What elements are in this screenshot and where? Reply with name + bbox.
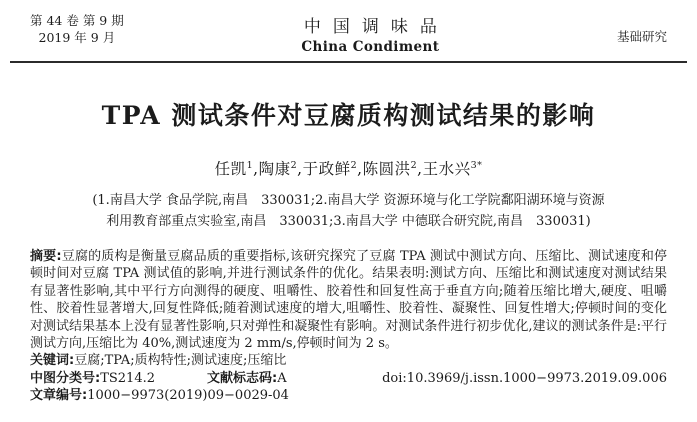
abstract-label: 摘要:: [30, 249, 62, 264]
header-rule: [10, 61, 687, 63]
clc-value: TS214.2: [100, 370, 155, 386]
article-id-line: [30, 387, 667, 404]
journal-header: [30, 12, 667, 55]
author-superscript: 2: [290, 159, 298, 171]
doi: doi:10.3969/j.issn.1000−9973.2019.09.006: [382, 370, 667, 386]
issue-volume: 第 44 卷 第 9 期: [30, 13, 124, 28]
author: 陈圆洪$^2$: [362, 159, 418, 178]
journal-name-en: China Condiment: [301, 39, 440, 55]
author-superscript: 3*: [470, 159, 483, 171]
journal-name-cn: 中国调味品: [303, 17, 449, 37]
author: 王水兴$^{3*}$: [422, 159, 483, 178]
keywords-label: 关键词:: [30, 353, 75, 369]
issue-info: [30, 12, 124, 46]
author: 于政鲜$^2$: [302, 159, 358, 178]
issue-date: 2019 年 9 月: [38, 30, 116, 45]
abstract-text: 豆腐的质构是衡量豆腐品质的重要指标,该研究探究了豆腐 TPA 测试中测试方向、压缩比、测试速度和停顿时间对豆腐 TPA 测试值的影响,并进行测试条件的优化。结果表明:测试方向、压缩比和测试速度对测试结果有显著性影响,其中平行方向测得的硬度、咀嚼性、胶着性和回复性高于垂直方向;随着压缩比增大,硬度、咀嚼性、胶着性显著增大,回复性降低;随着测试速度的增大,咀嚼性、胶着性、凝聚性、回复性增大;停顿时间的变化对测试结果基本上没有显著性影响,只对弹性和凝聚性有影响。对测试条件进行初步优化,建议的测试条件是:平行测试方向,压缩比为 40%,测试速度为 2 mm/s,停顿时间为 2 s。: [30, 249, 668, 352]
article-title: TPA 测试条件对豆腐质构测试结果的影响: [101, 101, 596, 130]
doc-code-value: A: [277, 370, 287, 386]
article-id-label: 文章编号:: [30, 388, 88, 404]
affiliations: [30, 190, 667, 232]
doc-code-item: [207, 370, 287, 387]
abstract: [30, 248, 667, 352]
affiliation-line: 利用教育部重点实验室,南昌 330031;3.南昌大学 中德联合研究院,南昌 330031): [106, 214, 591, 229]
meta-row: [30, 370, 667, 387]
author-superscript: 2: [350, 159, 358, 171]
column-tag: 基础研究: [616, 29, 667, 44]
author: 陶康$^2$: [258, 159, 298, 178]
article-id-value: 1000−9973(2019)09−0029-04: [87, 388, 289, 404]
journal-name: [124, 12, 617, 55]
author: 任凯$^1$: [214, 159, 254, 178]
author-list: 任凯$^1$,陶康$^2$,于政鲜$^2$,陈圆洪$^2$,王水兴$^{3*}$: [214, 159, 483, 178]
author-superscript: 2: [410, 159, 418, 171]
keywords-text: 豆腐;TPA;质构特性;测试速度;压缩比: [74, 353, 287, 369]
clc-item: [30, 370, 155, 387]
doc-code-label: 文献标志码:: [207, 370, 278, 386]
author-superscript: 1: [246, 159, 254, 171]
keywords-line: [30, 352, 667, 369]
clc-label: 中图分类号:: [30, 370, 101, 386]
affiliation-line: (1.南昌大学 食品学院,南昌 330031;2.南昌大学 资源环境与化工学院鄱阳湖环境与资源: [92, 193, 605, 208]
